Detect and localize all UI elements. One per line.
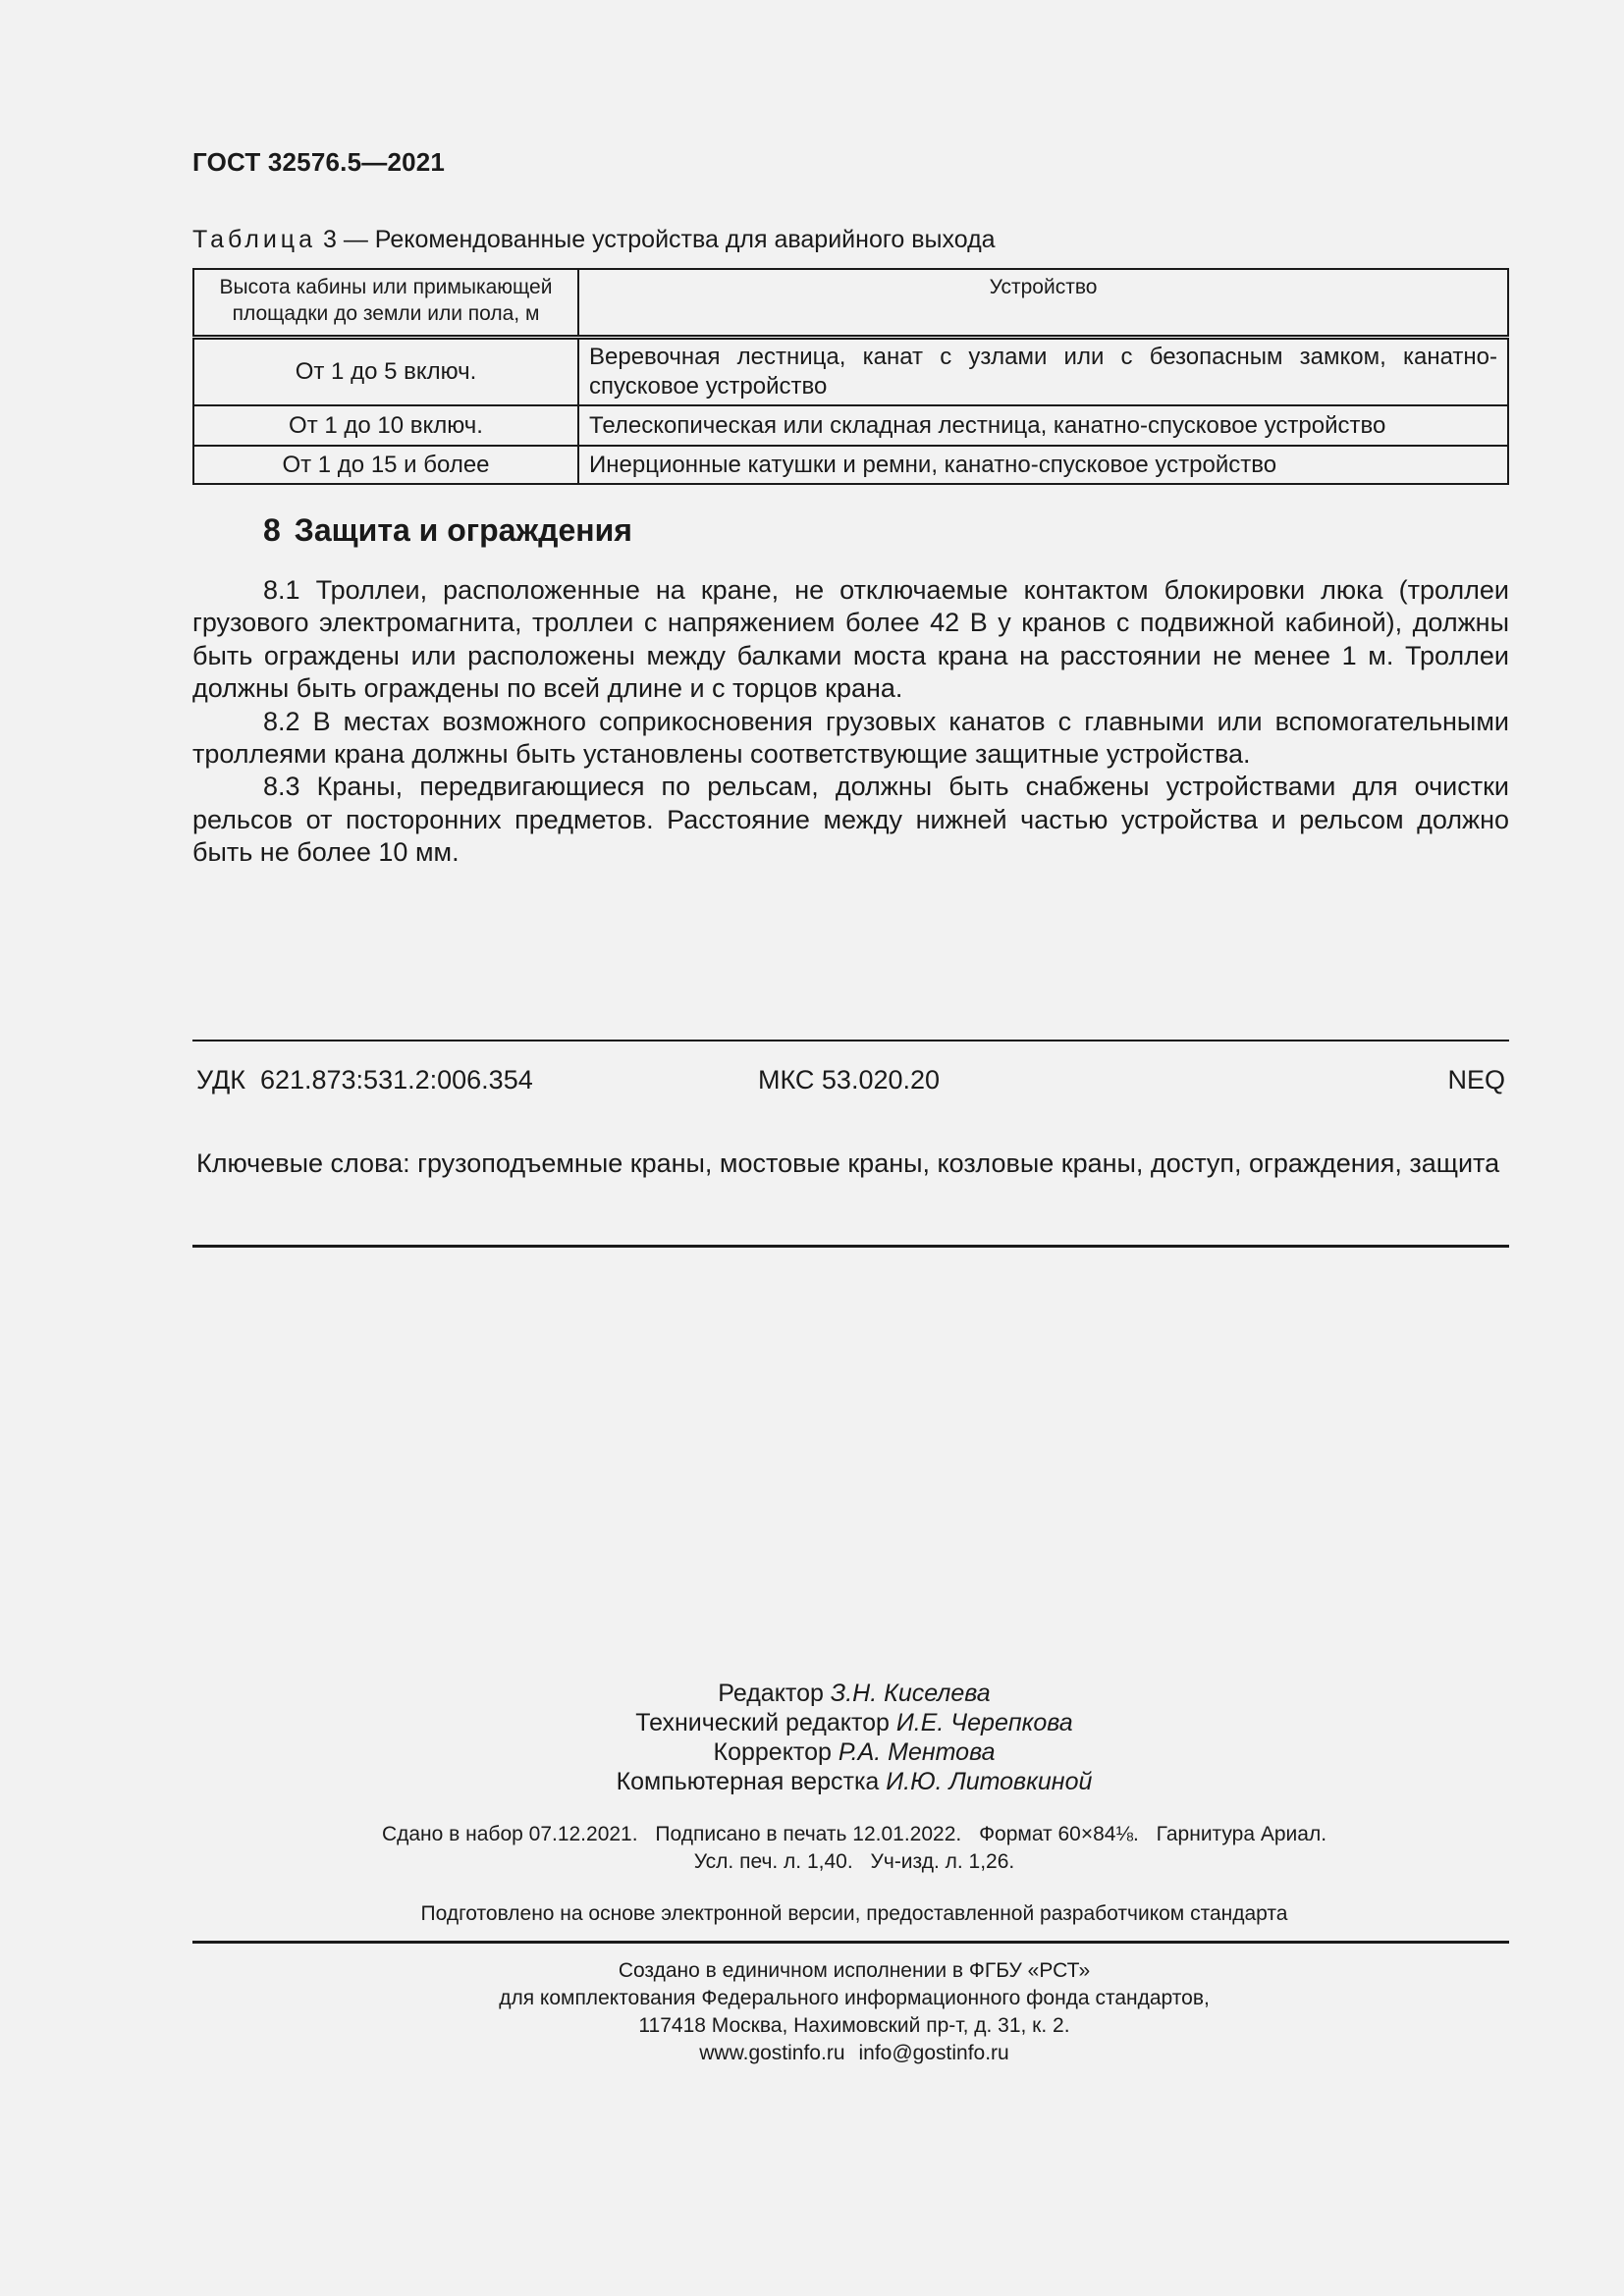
column-header-device: Устройство — [578, 269, 1508, 338]
credit-name: И.Ю. Литовкиной — [886, 1768, 1093, 1795]
paragraph-8-1: 8.1 Троллеи, расположенные на кране, не отключаемые контактом блокировки люка (троллеи грузового электромагнита, троллеи с напряжением более 42 В у кранов с подвижной кабиной), должны быть ограждены или расположены между балками моста крана на расстоянии не менее 1 м. Троллеи должны быть ограждены по всей длине и с торцов крана. — [192, 575, 1509, 704]
table-header-row — [193, 269, 1508, 338]
section-body — [192, 574, 1509, 870]
submitted-date: Сдано в набор 07.12.2021. — [381, 1823, 638, 1845]
publication-line-2 — [0, 1848, 1624, 1876]
section-title: Защита и ограждения — [294, 512, 632, 548]
credit-role: Компьютерная верстка — [616, 1768, 887, 1795]
column-header-height: Высота кабины или примыкающей площадки до земли или пола, м — [193, 269, 578, 338]
website-link[interactable]: www.gostinfo.ru — [699, 2042, 845, 2064]
classification-row — [196, 1065, 1505, 1098]
credit-role: Редактор — [718, 1680, 831, 1707]
divider-top — [192, 1040, 1509, 1041]
mks-code: МКС 53.020.20 — [758, 1065, 941, 1095]
udk-code: УДК 621.873:531.2:006.354 — [196, 1065, 533, 1095]
prepared-note: Подготовлено на основе электронной версии, предоставленной разработчиком стандарта — [420, 1902, 1288, 1925]
credit-proofreader — [0, 1737, 1624, 1767]
divider-bottom — [192, 1941, 1509, 1944]
credit-name: З.Н. Киселева — [830, 1680, 991, 1707]
paper-format: Формат 60×84⅛. — [979, 1823, 1139, 1845]
credits-block — [0, 1679, 1624, 1796]
table-row — [193, 405, 1508, 446]
credit-name: Р.А. Ментова — [838, 1738, 996, 1766]
table-caption — [192, 226, 996, 254]
created-contacts — [0, 2040, 1624, 2067]
credit-name: И.Е. Черепкова — [895, 1709, 1073, 1736]
paragraph-8-2: 8.2 В местах возможного соприкосновения грузовых канатов с главными или вспомогательными троллеями крана должны быть установлены соответствующие защитные устройства. — [192, 706, 1509, 770]
section-heading — [263, 512, 632, 549]
cell-device: Телескопическая или складная лестница, канатно-спусковое устройство — [578, 405, 1508, 446]
cell-height: От 1 до 10 включ. — [193, 405, 578, 446]
cell-height: От 1 до 5 включ. — [193, 338, 578, 406]
divider-keywords — [192, 1245, 1509, 1248]
table-row — [193, 338, 1508, 406]
table-row — [193, 446, 1508, 484]
cell-device: Веревочная лестница, канат с узлами или с безопасным замком, канатно-спусковое устройство — [578, 338, 1508, 406]
created-line-1: Создано в единичном исполнении в ФГБУ «РСТ» — [618, 1959, 1091, 1982]
credit-layout — [0, 1767, 1624, 1796]
document-id: ГОСТ 32576.5—2021 — [192, 147, 446, 177]
neq-label: NEQ — [1447, 1065, 1505, 1095]
signed-date: Подписано в печать 12.01.2022. — [655, 1823, 962, 1845]
created-line-2: для комплектования Федерального информационного фонда стандартов, — [499, 1987, 1210, 2009]
publisher-sheets: Уч-изд. л. 1,26. — [870, 1850, 1015, 1873]
table-caption-text: 3 — Рекомендованные устройства для аварийного выхода — [316, 226, 996, 253]
print-sheets: Усл. печ. л. 1,40. — [693, 1850, 853, 1873]
created-line-3: 117418 Москва, Нахимовский пр-т, д. 31, к. 2. — [638, 2014, 1070, 2037]
paragraph-8-3: 8.3 Краны, передвигающиеся по рельсам, должны быть снабжены устройствами для очистки рельсов от посторонних предметов. Расстояние между нижней частью устройства и рельсом должно быть не более 10 мм. — [192, 772, 1509, 868]
section-number: 8 — [263, 512, 281, 548]
publication-info — [0, 1821, 1624, 1876]
credit-technical-editor — [0, 1708, 1624, 1737]
typeface: Гарнитура Ариал. — [1156, 1823, 1327, 1845]
keywords: Ключевые слова: грузоподъемные краны, мостовые краны, козловые краны, доступ, ограждения, защита — [196, 1148, 1500, 1178]
email-link[interactable]: info@gostinfo.ru — [858, 2042, 1009, 2064]
credit-editor — [0, 1679, 1624, 1708]
cell-device: Инерционные катушки и ремни, канатно-спусковое устройство — [578, 446, 1508, 484]
table-caption-label: Таблица — [192, 226, 317, 253]
publication-line-1 — [0, 1821, 1624, 1848]
emergency-exit-devices-table — [192, 268, 1509, 485]
cell-height: От 1 до 15 и более — [193, 446, 578, 484]
credit-role: Корректор — [713, 1738, 839, 1766]
credit-role: Технический редактор — [635, 1709, 896, 1736]
created-block — [0, 1957, 1624, 2067]
